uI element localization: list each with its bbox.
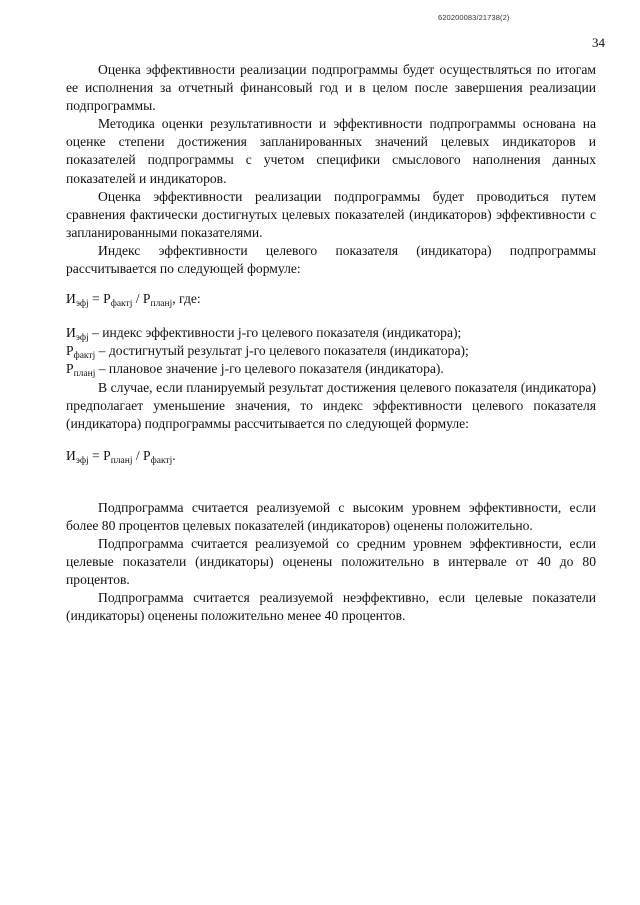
definition-subscript: фактj	[73, 351, 96, 362]
formula-subscript: фактj	[110, 299, 133, 310]
definition-text: – индекс эффективности j-го целевого показателя (индикатора);	[88, 325, 462, 341]
formula-definitions	[66, 324, 596, 378]
formula-symbol: P	[103, 447, 111, 463]
formula-tail: .	[172, 447, 176, 463]
definition-symbol: И	[66, 325, 76, 341]
definition-text: – плановое значение j-го целевого показателя (индикатора).	[95, 361, 444, 377]
definition-planned	[66, 360, 596, 378]
definition-symbol: P	[66, 361, 74, 377]
paragraph-methodology: Методика оценки результативности и эффективности подпрограммы основана на оценке степени достижения запланированных значений целевых индикаторов и показателей подпрограммы с учетом специфики смыслового наполнения данных показателей и индикаторов.	[66, 116, 596, 186]
paragraph-index-intro: Индекс эффективности целевого показателя (индикатора) подпрограммы рассчитывается по следующей формуле:	[66, 242, 596, 277]
formula-efficiency-index	[66, 290, 596, 308]
definition-subscript: эфj	[75, 333, 89, 344]
formula-subscript: эфj	[75, 299, 89, 310]
definition-symbol: P	[66, 343, 74, 359]
formula-symbol: P	[142, 291, 151, 307]
formula-subscript: планj	[150, 299, 173, 310]
definition-index	[66, 324, 596, 342]
definition-actual	[66, 342, 596, 360]
paragraph-comparison: Оценка эффективности реализации подпрограммы будет проводиться путем сравнения фактически достигнутых целевых показателей (индикаторов) эффективности с запланированными показателями.	[66, 188, 596, 240]
formula-operator: /	[132, 447, 144, 463]
formula-operator: /	[132, 291, 143, 307]
paragraph-high-efficiency: Подпрограмма считается реализуемой с высоким уровнем эффективности, если более 80 процентов целевых показателей (индикаторов) оценены положительно.	[66, 499, 596, 533]
definition-subscript: планj	[73, 369, 96, 380]
formula-symbol: И	[66, 291, 76, 307]
formula-symbol: P	[143, 447, 151, 463]
document-id: 620200083/21738(2)	[438, 13, 510, 22]
formula-symbol: P	[103, 291, 111, 307]
formula-subscript: фактj	[150, 455, 173, 466]
formula-operator: =	[88, 291, 104, 307]
paragraph-decreasing-case: В случае, если планируемый результат достижения целевого показателя (индикатора) предполагает уменьшение значения, то индекс эффективности целевого показателя (индикатора) подпрограммы рассчитывается по следующей формуле:	[66, 379, 596, 431]
formula-inverse-index	[66, 447, 596, 465]
paragraph-inefficient: Подпрограмма считается реализуемой неэффективно, если целевые показатели (индикаторы) оценены положительно менее 40 процентов.	[66, 590, 596, 624]
paragraph-medium-efficiency: Подпрограмма считается реализуемой со средним уровнем эффективности, если целевые показатели (индикаторы) оценены положительно в интервале от 40 до 80 процентов.	[66, 536, 596, 588]
formula-subscript: эфj	[75, 455, 89, 466]
paragraph-evaluation-timing: Оценка эффективности реализации подпрограммы будет осуществляться по итогам ее исполнения за отчетный финансовый год и в целом после завершения реализации подпрограммы.	[66, 62, 596, 114]
formula-subscript: планj	[110, 455, 133, 466]
formula-tail: , где:	[172, 291, 201, 307]
page-body	[66, 61, 596, 626]
page-number: 34	[592, 35, 605, 50]
formula-operator: =	[88, 447, 104, 463]
formula-symbol: И	[66, 447, 76, 463]
definition-text: – достигнутый результат j-го целевого показателя (индикатора);	[95, 343, 469, 359]
